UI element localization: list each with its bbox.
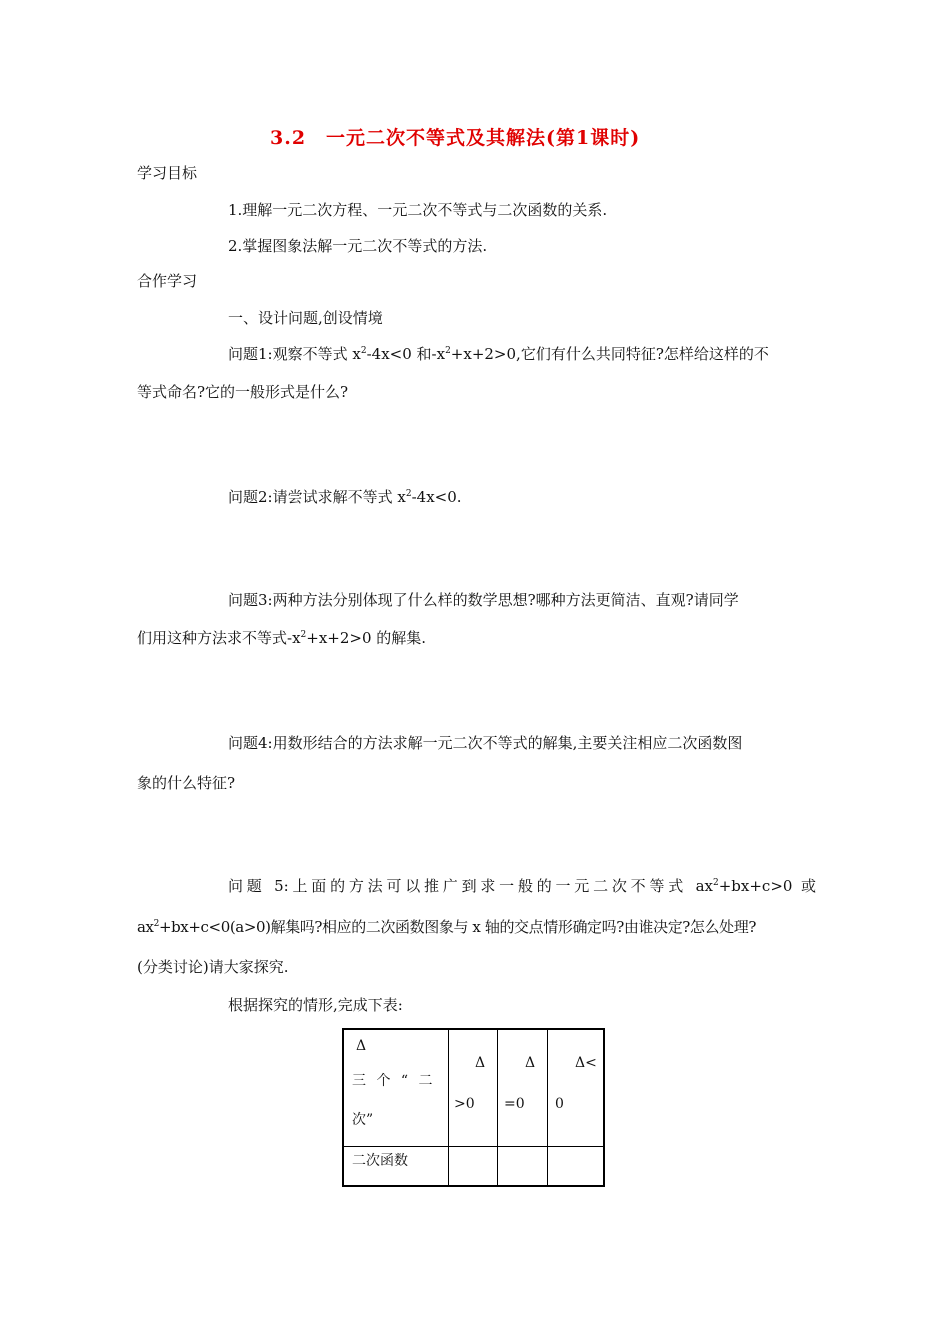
table-border-left — [342, 1028, 344, 1187]
objective-item-1: 1.理解一元二次方程、一元二次不等式与二次函数的关系. — [228, 201, 608, 219]
question-1-sep: : — [267, 345, 273, 363]
question-3-line-2 — [137, 628, 426, 648]
superscript-2: 2 — [153, 919, 159, 929]
question-5-sep: : — [283, 877, 289, 895]
question-5-line-2 — [137, 917, 756, 937]
question-1-text-a: 观察不等式 x — [272, 345, 361, 363]
question-3-label: 问题3 — [228, 591, 268, 609]
table-col-3-header-top: Δ< — [575, 1055, 597, 1071]
question-2-label: 问题2 — [228, 488, 268, 506]
question-1-label: 问题1 — [228, 345, 268, 363]
delta-table — [342, 1028, 605, 1187]
section-one-heading: 一、设计问题,创设情境 — [228, 309, 383, 327]
superscript-2: 2 — [405, 489, 412, 499]
question-5-text-1b: +bx+c>0 或 — [718, 877, 816, 895]
question-3-text-2a: 们用这种方法求不等式-x — [137, 629, 301, 647]
question-1-line-1 — [228, 344, 769, 364]
question-2-text-b: -4x<0. — [411, 488, 462, 506]
coop-heading: 合作学习 — [137, 272, 198, 290]
question-3-text-2b: +x+2>0 的解集. — [306, 629, 427, 647]
question-3-sep: : — [267, 591, 273, 609]
question-4-text-1: 用数形结合的方法求解一元二次不等式的解集,主要关注相应二次函数图 — [272, 734, 743, 752]
table-corner-line-1: 三 个 “ 二 — [352, 1073, 436, 1089]
table-border-top — [342, 1028, 605, 1030]
question-2 — [228, 487, 462, 507]
table-corner-line-2: 次” — [352, 1112, 374, 1128]
question-4-label: 问题4 — [228, 734, 268, 752]
question-5-line-1 — [228, 876, 816, 896]
table-intro: 根据探究的情形,完成下表: — [228, 996, 403, 1014]
superscript-2: 2 — [300, 630, 307, 640]
question-2-sep: : — [267, 488, 273, 506]
table-col-divider-3 — [547, 1028, 548, 1187]
table-border-bottom — [342, 1185, 605, 1187]
table-col-2-header-top: Δ — [525, 1055, 536, 1071]
question-5-text-1a: 上面的方法可以推广到求一般的一元二次不等式 ax — [288, 877, 713, 895]
question-1-text-b: -4x<0 和-x — [366, 345, 446, 363]
question-3-line-1 — [228, 590, 739, 610]
question-5-line-3: (分类讨论)请大家探究. — [137, 958, 289, 976]
question-5-label: 问题 5 — [228, 877, 284, 895]
superscript-2: 2 — [712, 878, 719, 888]
question-3-text-1: 两种方法分别体现了什么样的数学思想?哪种方法更简洁、直观?请同学 — [272, 591, 739, 609]
objective-item-2: 2.掌握图象法解一元二次不等式的方法. — [228, 237, 488, 255]
table-row-1-label: 二次函数 — [352, 1153, 408, 1169]
table-border-right — [603, 1028, 605, 1187]
superscript-2: 2 — [445, 346, 451, 356]
question-4-line-1 — [228, 733, 742, 753]
page-title: 3.2 一元二次不等式及其解法(第1课时) — [270, 127, 641, 149]
table-col-1-header-bottom: >0 — [454, 1096, 475, 1112]
table-row-divider — [342, 1146, 605, 1147]
superscript-2: 2 — [360, 346, 367, 356]
objectives-heading: 学习目标 — [137, 164, 198, 182]
question-5-text-2a: ax — [137, 918, 154, 936]
question-4-sep: : — [267, 734, 273, 752]
question-5-text-2b: +bx+c<0(a>0)解集吗?相应的二次函数图象与 x 轴的交点情形确定吗?由谁决定?怎么处理? — [158, 918, 756, 936]
question-1-text-c: +x+2>0,它们有什么共同特征?怎样给这样的不 — [450, 345, 769, 363]
question-1-line-2: 等式命名?它的一般形式是什么? — [137, 383, 349, 401]
table-col-1-header-top: Δ — [475, 1055, 486, 1071]
question-2-text-a: 请尝试求解不等式 x — [272, 488, 406, 506]
table-col-divider-1 — [448, 1028, 449, 1187]
table-col-divider-2 — [497, 1028, 498, 1187]
question-4-line-2: 象的什么特征? — [137, 774, 236, 792]
table-col-3-header-bottom: 0 — [555, 1096, 564, 1112]
table-col-2-header-bottom: =0 — [504, 1096, 525, 1112]
table-corner-delta: Δ — [356, 1038, 367, 1054]
